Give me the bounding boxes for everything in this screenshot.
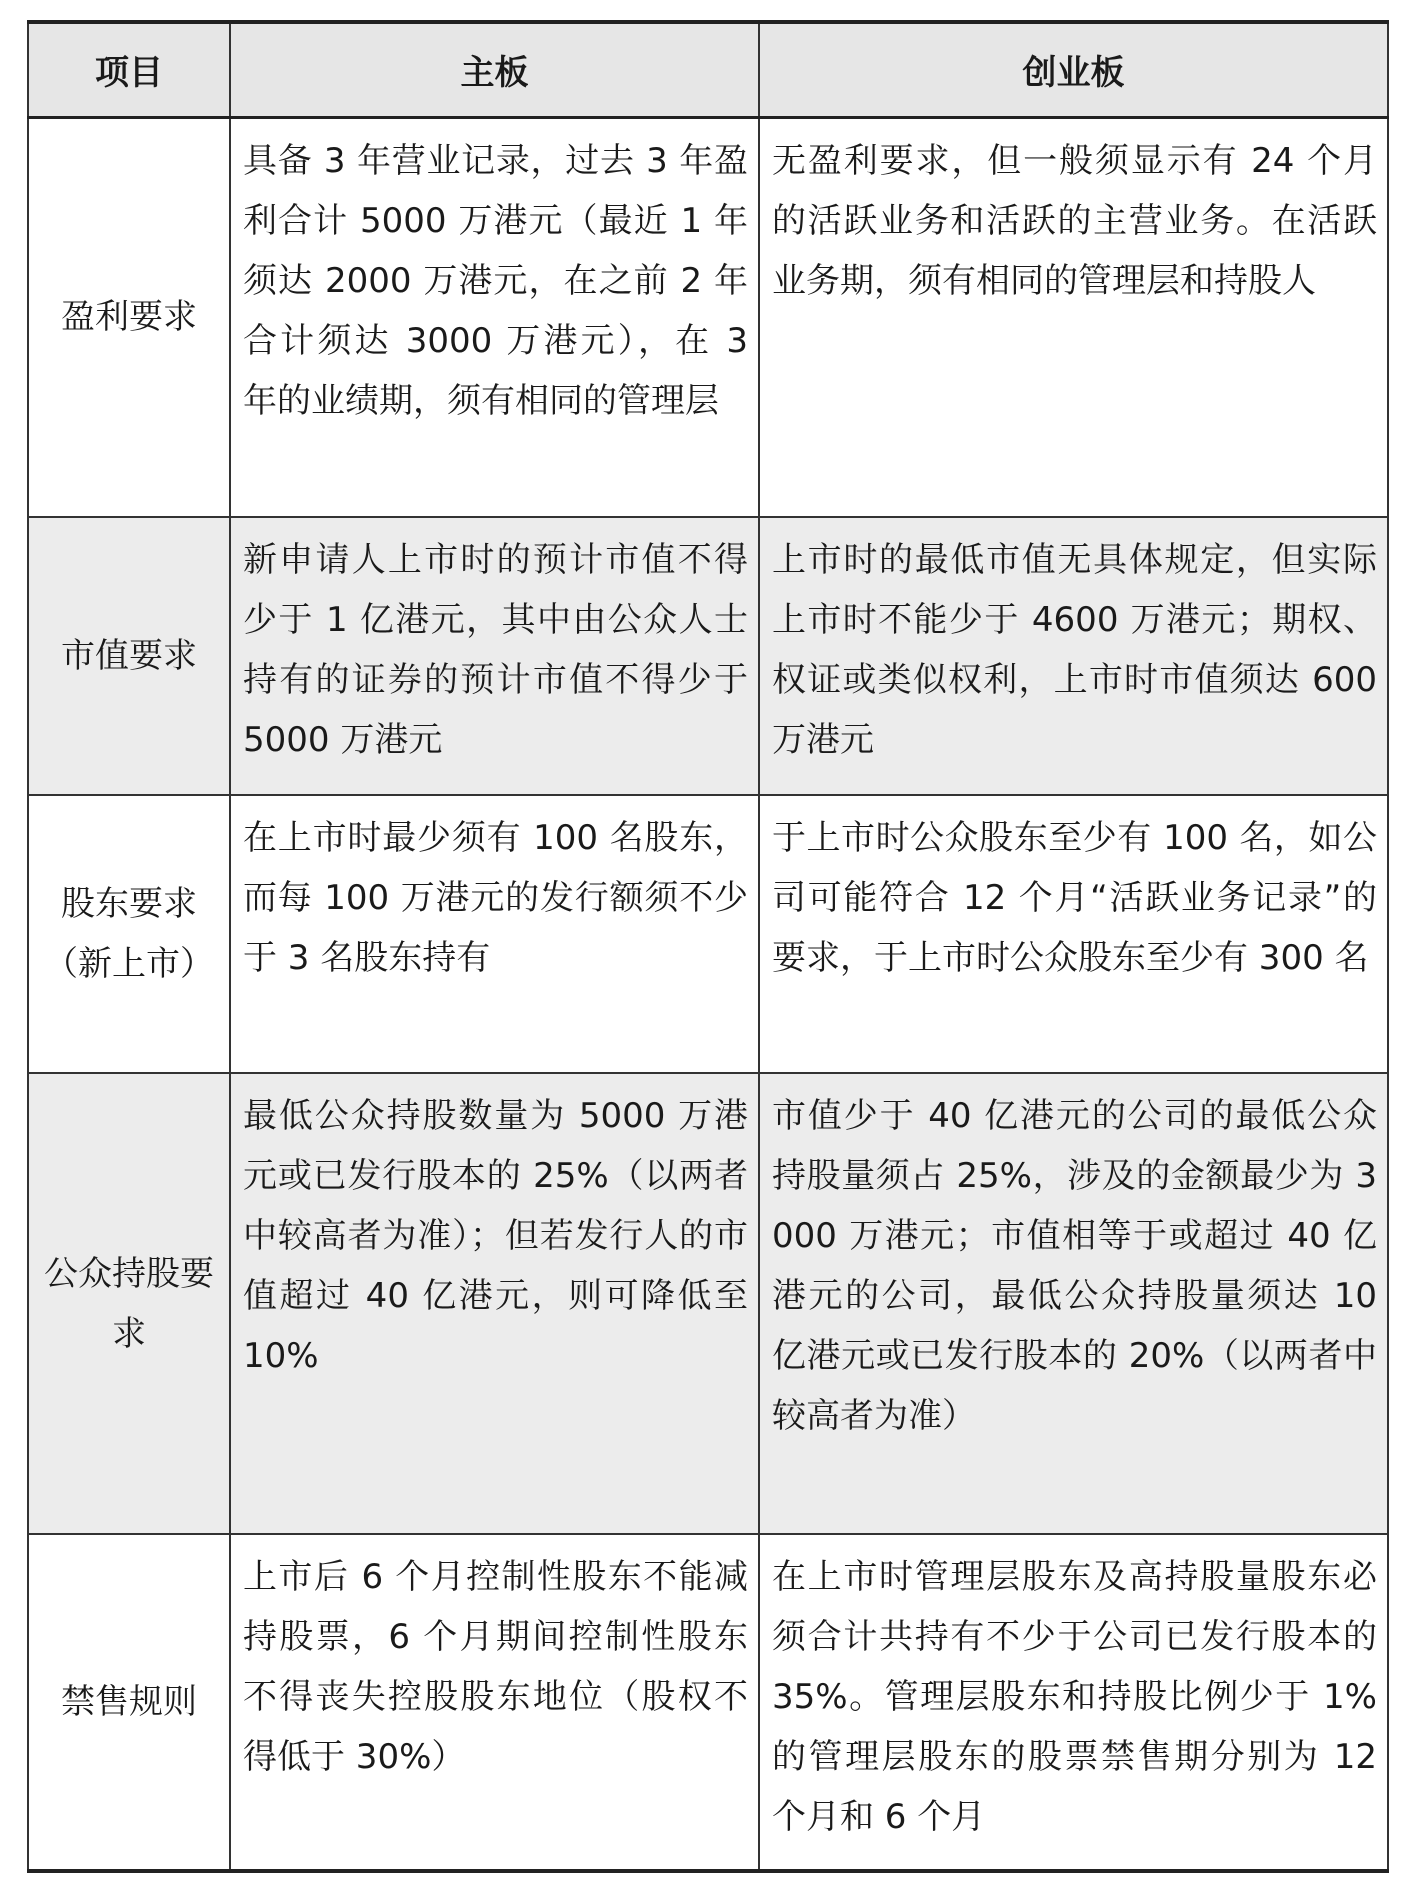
header-gem: 创业板 — [759, 22, 1388, 117]
header-item: 项目 — [28, 22, 230, 117]
row-label: 禁售规则 — [28, 1534, 230, 1871]
table-row — [28, 1534, 1388, 1871]
table-header — [28, 22, 1388, 117]
row-label: 公众持股要求 — [28, 1073, 230, 1534]
row-label: 股东要求（新上市） — [28, 795, 230, 1073]
main-board-cell: 在上市时最少须有 100 名股东，而每 100 万港元的发行额须不少于 3 名股东持有 — [230, 795, 759, 1073]
table-row — [28, 1073, 1388, 1534]
table-row — [28, 117, 1388, 517]
gem-cell: 于上市时公众股东至少有 100 名，如公司可能符合 12 个月“活跃业务记录”的要求，于上市时公众股东至少有 300 名 — [759, 795, 1388, 1073]
main-board-cell: 具备 3 年营业记录，过去 3 年盈利合计 5000 万港元（最近 1 年须达 2000 万港元，在之前 2 年合计须达 3000 万港元），在 3 年的业绩期，须有相同的管理层 — [230, 117, 759, 517]
comparison-table — [27, 20, 1389, 1873]
header-row — [28, 22, 1388, 117]
main-board-cell: 上市后 6 个月控制性股东不能减持股票，6 个月期间控制性股东不得丧失控股股东地位（股权不得低于 30%） — [230, 1534, 759, 1871]
row-label: 盈利要求 — [28, 117, 230, 517]
gem-cell: 在上市时管理层股东及高持股量股东必须合计共持有不少于公司已发行股本的 35%。管理层股东和持股比例少于 1% 的管理层股东的股票禁售期分别为 12 个月和 6 个月 — [759, 1534, 1388, 1871]
row-label: 市值要求 — [28, 517, 230, 795]
header-main-board: 主板 — [230, 22, 759, 117]
gem-cell: 上市时的最低市值无具体规定，但实际上市时不能少于 4600 万港元；期权、权证或类似权利，上市时市值须达 600 万港元 — [759, 517, 1388, 795]
table-row — [28, 517, 1388, 795]
gem-cell: 市值少于 40 亿港元的公司的最低公众持股量须占 25%，涉及的金额最少为 3000 万港元；市值相等于或超过 40 亿港元的公司，最低公众持股量须达 10 亿港元或已发行股本的 20%（以两者中较高者为准） — [759, 1073, 1388, 1534]
table-body — [28, 117, 1388, 1871]
main-board-cell: 新申请人上市时的预计市值不得少于 1 亿港元，其中由公众人士持有的证券的预计市值不得少于 5000 万港元 — [230, 517, 759, 795]
table-row — [28, 795, 1388, 1073]
main-board-cell: 最低公众持股数量为 5000 万港元或已发行股本的 25%（以两者中较高者为准）；但若发行人的市值超过 40 亿港元，则可降低至 10% — [230, 1073, 759, 1534]
gem-cell: 无盈利要求，但一般须显示有 24 个月的活跃业务和活跃的主营业务。在活跃业务期，须有相同的管理层和持股人 — [759, 117, 1388, 517]
